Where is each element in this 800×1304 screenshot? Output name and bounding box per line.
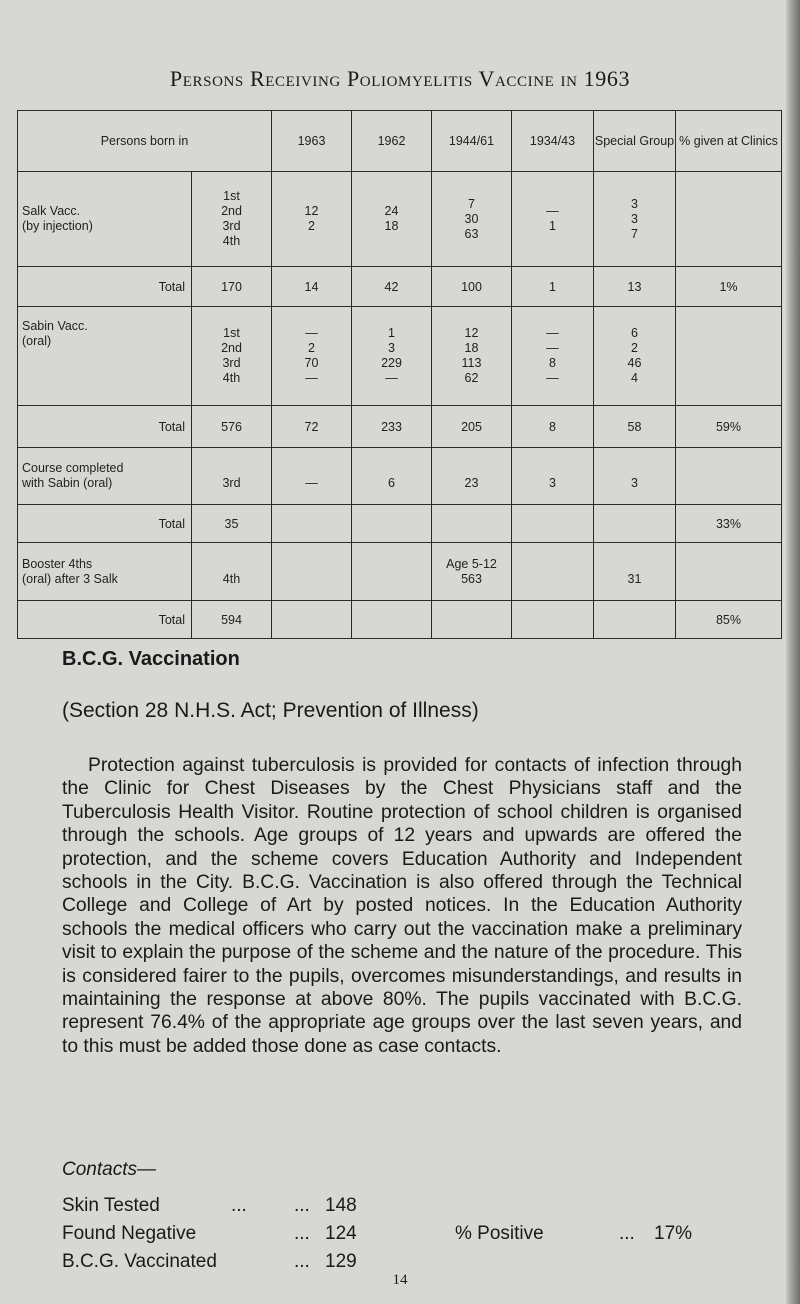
table-row-course-total bbox=[18, 505, 782, 543]
salk-total-persons: 170 bbox=[192, 267, 272, 307]
bcg-paragraph: Protection against tuberculosis is provided for contacts of infection through the Clinic for Chest Diseases by the Chest Physicians staff and the Tuberculosis Health Visitor. Routine protection of school children is organised through the schools. Age groups of 12 years and upwards are offered the protection, and the scheme covers Education Authority and Independent schools in the City. B.C.G. Vaccination is also offered through the Technical College and College of Art by posted notices. In the Education Authority schools the medical officers who carry out the vaccination make a preliminary visit to explain the purpose of the scheme and the nature of the procedure. This is considered fairer to the pupils, overcomes misunderstandings, and results in maintaining the response at above 80%. The pupils vaccinated with B.C.G. represent 76.4% of the appropriate age groups over the last seven years, and to this must be added those done as case contacts. bbox=[62, 755, 742, 1057]
salk-1962: 24 18 bbox=[352, 172, 432, 267]
salk-doses: 1st 2nd 3rd 4th bbox=[192, 172, 272, 267]
contacts-value: 124 bbox=[325, 1223, 357, 1244]
sabin-total-label: Total bbox=[18, 406, 192, 448]
course-clinics bbox=[676, 448, 782, 505]
percent-positive-value: 17% bbox=[654, 1223, 693, 1244]
contacts-dots: ... bbox=[619, 1223, 635, 1244]
sabin-1963: — 2 70 — bbox=[272, 307, 352, 406]
page-title: Persons Receiving Poliomyelitis Vaccine in 1963 bbox=[169, 66, 631, 91]
booster-1962 bbox=[352, 543, 432, 601]
salk-label: Salk Vacc. (by injection) bbox=[18, 172, 192, 267]
bcg-section-reference: (Section 28 N.H.S. Act; Prevention of Illness) bbox=[62, 699, 479, 722]
course-1944-61: 23 bbox=[432, 448, 512, 505]
course-label: Course completed with Sabin (oral) bbox=[18, 448, 192, 505]
booster-clinics bbox=[676, 543, 782, 601]
header-special-group: Special Group bbox=[594, 111, 676, 172]
salk-1934-43: — 1 bbox=[512, 172, 594, 267]
header-persons-born-in: Persons born in bbox=[18, 111, 272, 172]
booster-label: Booster 4ths (oral) after 3 Salk bbox=[18, 543, 192, 601]
sabin-total-1962: 233 bbox=[352, 406, 432, 448]
sabin-total-1963: 72 bbox=[272, 406, 352, 448]
course-total-clinics: 33% bbox=[676, 505, 782, 543]
contacts-dots: ... bbox=[231, 1195, 247, 1216]
salk-total-label: Total bbox=[18, 267, 192, 307]
booster-1963 bbox=[272, 543, 352, 601]
table-row-course bbox=[18, 448, 782, 505]
page-number: 14 bbox=[392, 1272, 408, 1288]
contacts-label: Skin Tested bbox=[62, 1195, 160, 1216]
course-total-1944-61 bbox=[432, 505, 512, 543]
contacts-heading: Contacts— bbox=[62, 1159, 156, 1180]
page-edge bbox=[786, 0, 800, 1304]
booster-dose: 4th bbox=[192, 543, 272, 601]
booster-total-1963 bbox=[272, 601, 352, 639]
booster-total-1944-61 bbox=[432, 601, 512, 639]
table-row-booster bbox=[18, 543, 782, 601]
booster-total-1962 bbox=[352, 601, 432, 639]
sabin-special: 6 2 46 4 bbox=[594, 307, 676, 406]
header-1944-61: 1944/61 bbox=[432, 111, 512, 172]
sabin-clinics bbox=[676, 307, 782, 406]
salk-total-1934-43: 1 bbox=[512, 267, 594, 307]
sabin-doses: 1st 2nd 3rd 4th bbox=[192, 307, 272, 406]
header-1963: 1963 bbox=[272, 111, 352, 172]
salk-total-1962: 42 bbox=[352, 267, 432, 307]
header-percent-clinics: % given at Clinics bbox=[676, 111, 782, 172]
contacts-row-found-negative bbox=[62, 1223, 742, 1251]
percent-positive-label: % Positive bbox=[455, 1223, 544, 1244]
booster-total-persons: 594 bbox=[192, 601, 272, 639]
course-total-special bbox=[594, 505, 676, 543]
header-1934-43: 1934/43 bbox=[512, 111, 594, 172]
contacts-row-skin-tested bbox=[62, 1195, 742, 1223]
sabin-total-1934-43: 8 bbox=[512, 406, 594, 448]
course-1963: — bbox=[272, 448, 352, 505]
course-1962: 6 bbox=[352, 448, 432, 505]
sabin-1944-61: 12 18 113 62 bbox=[432, 307, 512, 406]
sabin-total-special: 58 bbox=[594, 406, 676, 448]
course-total-1962 bbox=[352, 505, 432, 543]
table-row-sabin bbox=[18, 307, 782, 406]
contacts-dots: ... bbox=[294, 1251, 310, 1272]
salk-total-1944-61: 100 bbox=[432, 267, 512, 307]
course-1934-43: 3 bbox=[512, 448, 594, 505]
sabin-label: Sabin Vacc. (oral) bbox=[18, 307, 192, 406]
polio-vaccine-table bbox=[17, 110, 782, 639]
table-row-sabin-total bbox=[18, 406, 782, 448]
salk-1944-61: 7 30 63 bbox=[432, 172, 512, 267]
booster-total-1934-43 bbox=[512, 601, 594, 639]
sabin-1962: 1 3 229 — bbox=[352, 307, 432, 406]
sabin-total-1944-61: 205 bbox=[432, 406, 512, 448]
course-special: 3 bbox=[594, 448, 676, 505]
course-dose: 3rd bbox=[192, 448, 272, 505]
header-1962: 1962 bbox=[352, 111, 432, 172]
salk-total-special: 13 bbox=[594, 267, 676, 307]
salk-1963: 12 2 bbox=[272, 172, 352, 267]
booster-1944-61: Age 5-12 563 bbox=[432, 543, 512, 601]
course-total-1963 bbox=[272, 505, 352, 543]
course-total-persons: 35 bbox=[192, 505, 272, 543]
course-total-label: Total bbox=[18, 505, 192, 543]
contacts-dots: ... bbox=[294, 1195, 310, 1216]
course-total-1934-43 bbox=[512, 505, 594, 543]
contacts-label: Found Negative bbox=[62, 1223, 197, 1244]
salk-total-clinics: 1% bbox=[676, 267, 782, 307]
booster-total-label: Total bbox=[18, 601, 192, 639]
salk-total-1963: 14 bbox=[272, 267, 352, 307]
table-row-salk-total bbox=[18, 267, 782, 307]
booster-special: 31 bbox=[594, 543, 676, 601]
table-header-row bbox=[18, 111, 782, 172]
booster-total-special bbox=[594, 601, 676, 639]
bcg-heading: B.C.G. Vaccination bbox=[62, 648, 240, 670]
booster-total-clinics: 85% bbox=[676, 601, 782, 639]
sabin-total-persons: 576 bbox=[192, 406, 272, 448]
sabin-1934-43: — — 8 — bbox=[512, 307, 594, 406]
contacts-label: B.C.G. Vaccinated bbox=[62, 1251, 217, 1272]
table-row-salk bbox=[18, 172, 782, 267]
salk-clinics bbox=[676, 172, 782, 267]
table-row-booster-total bbox=[18, 601, 782, 639]
contacts-value: 129 bbox=[325, 1251, 357, 1272]
booster-1934-43 bbox=[512, 543, 594, 601]
contacts-dots: ... bbox=[294, 1223, 310, 1244]
contacts-value: 148 bbox=[325, 1195, 357, 1216]
salk-special: 3 3 7 bbox=[594, 172, 676, 267]
sabin-total-clinics: 59% bbox=[676, 406, 782, 448]
